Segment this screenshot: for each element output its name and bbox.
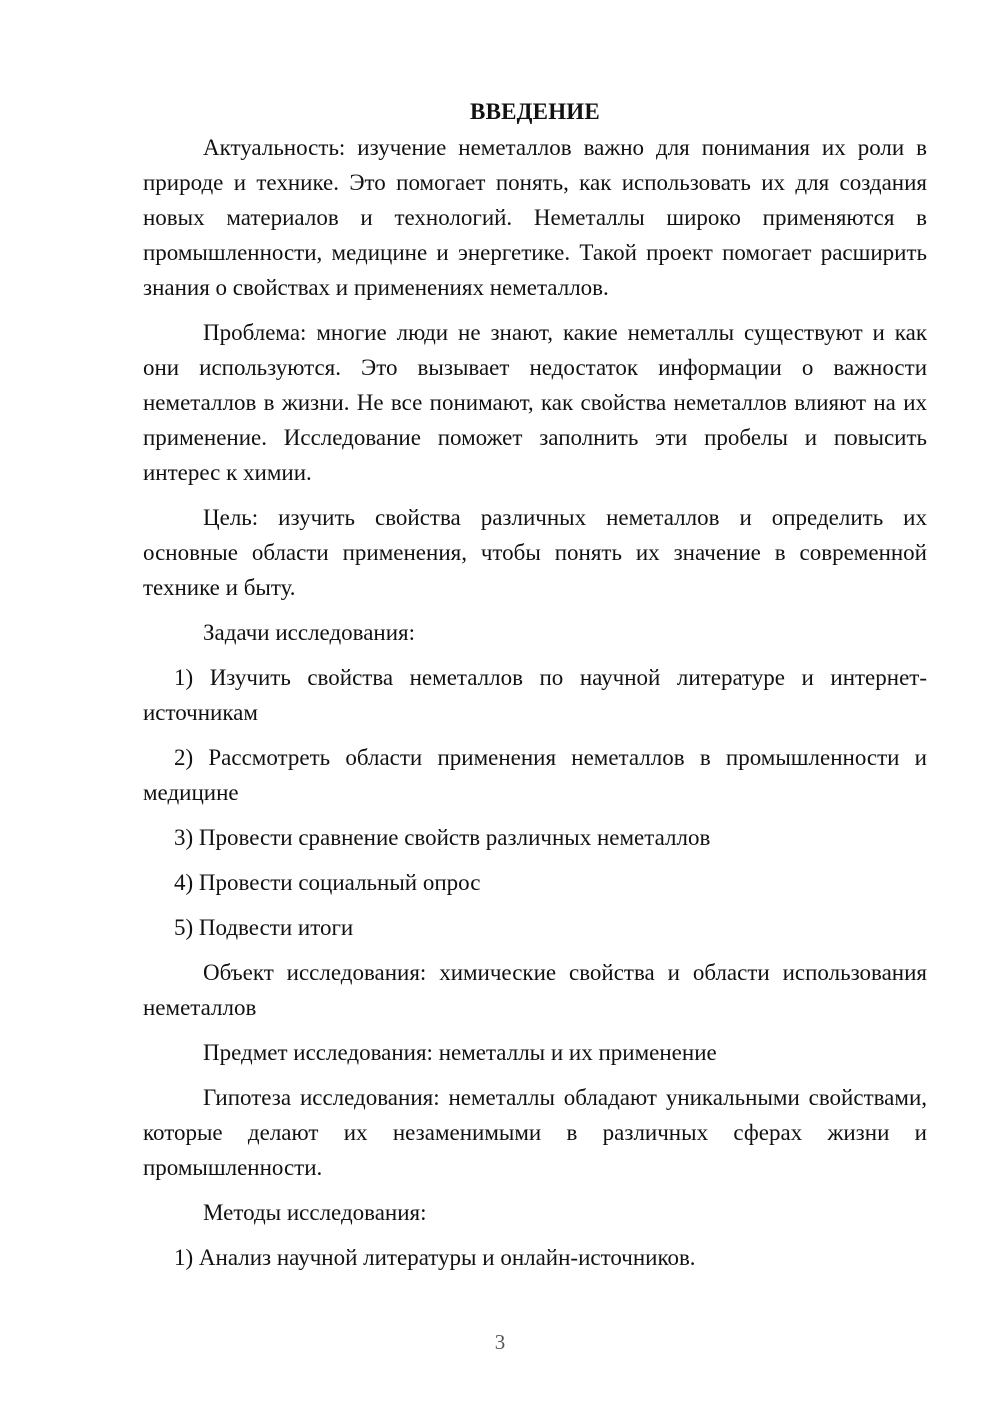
task-item: 4) Провести социальный опрос: [174, 870, 481, 895]
paragraph-subject: Предмет исследования: неметаллы и их применение: [203, 1040, 717, 1065]
tasks-heading: Задачи исследования:: [203, 620, 416, 645]
task-item: 1) Изучить свойства неметаллов по научной литературе и интернет-источникам: [143, 665, 927, 725]
paragraph-object: Объект исследования: химические свойства и области использования неметаллов: [143, 960, 927, 1020]
methods-heading: Методы исследования:: [203, 1200, 427, 1225]
task-item: 5) Подвести итоги: [174, 915, 354, 940]
paragraph-hypothesis: Гипотеза исследования: неметаллы обладают уникальными свойствами, которые делают их незаменимыми в различных сферах жизни и промышленности.: [143, 1085, 927, 1180]
page-number: 3: [494, 1330, 506, 1354]
paragraph-goal: Цель: изучить свойства различных неметаллов и определить их основные области применения, чтобы понять их значение в современной технике и быту.: [143, 505, 927, 600]
task-item: 3) Провести сравнение свойств различных неметаллов: [174, 825, 711, 850]
page-body: [143, 94, 927, 1285]
task-item: 2) Рассмотреть области применения неметаллов в промышленности и медицине: [143, 745, 927, 805]
method-item: 1) Анализ научной литературы и онлайн-источников.: [174, 1245, 696, 1270]
paragraph-relevance: Актуальность: изучение неметаллов важно для понимания их роли в природе и технике. Это помогает понять, как использовать их для создания новых материалов и технологий. Неметаллы широко применяются в промышленности, медицине и энергетике. Такой проект помогает расширить знания о свойствах и применениях неметаллов.: [143, 135, 927, 300]
paragraph-problem: Проблема: многие люди не знают, какие неметаллы существуют и как они используются. Это вызывает недостаток информации о важности неметаллов в жизни. Не все понимают, как свойства неметаллов влияют на их применение. Исследование поможет заполнить эти пробелы и повысить интерес к химии.: [143, 320, 927, 485]
page-title: ВВЕДЕНИЕ: [470, 99, 600, 124]
